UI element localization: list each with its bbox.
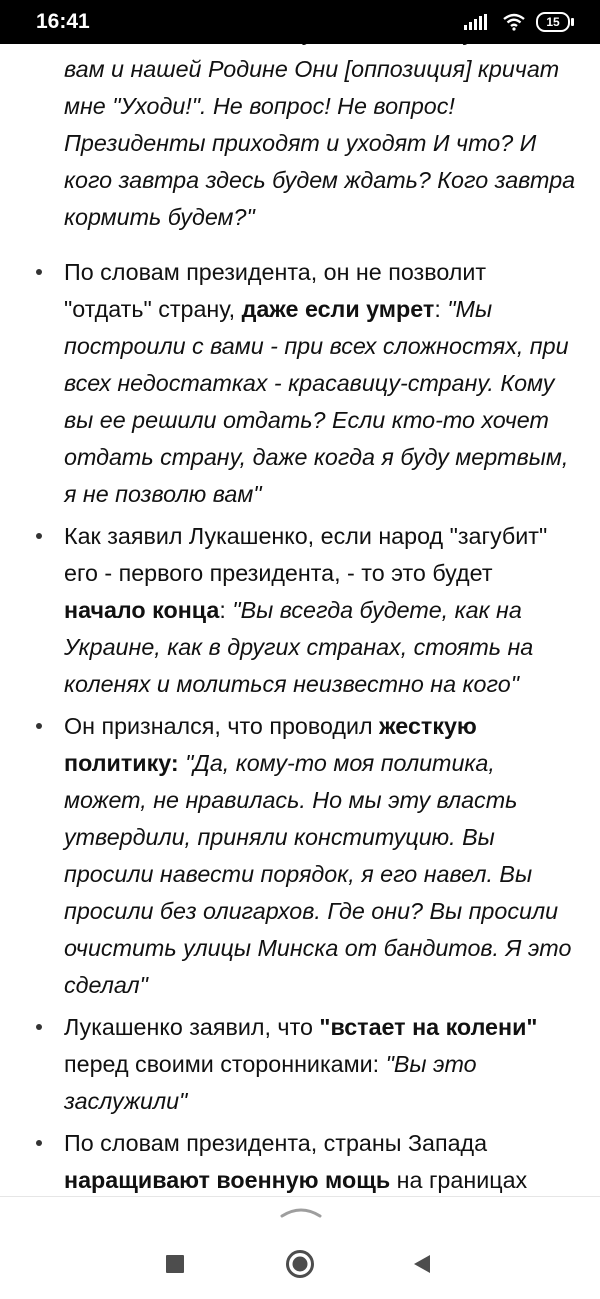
bullet-list: [0, 254, 600, 1241]
item-text: на границах: [396, 1167, 528, 1193]
intro-quote: вам и нашей Родине Они [оппозиция] кричат мне "Уходи!". Не вопрос! Не вопрос! Президенты приходят и уходят И что? И кого завтра здесь будем ждать? Кого завтра кормить будем?": [64, 56, 576, 230]
item-text: Он признался, что проводил: [64, 713, 380, 739]
chevron-up-icon[interactable]: [280, 1206, 322, 1218]
item-bold: начало конца: [64, 597, 220, 623]
item-text: перед своими сторонниками:: [64, 1051, 386, 1077]
status-bar: [0, 0, 600, 44]
battery-level: 15: [546, 15, 560, 29]
item-text: По словам президента, страны Запада: [64, 1130, 488, 1156]
back-button[interactable]: [402, 1244, 442, 1284]
item-bold: жесткую политику:: [64, 713, 477, 776]
bullet-icon: [36, 269, 42, 275]
article-content[interactable]: [0, 44, 600, 1196]
item-quote: "Мы построили с вами - при всех сложностях, при всех недостатках - красавицу-страну. Кому вы ее решили отдать? Если кто-то хочет отдать страну, даже когда я буду мертвым, я не позволю вам": [64, 296, 569, 507]
home-circle-icon: [285, 1249, 315, 1279]
bullet-icon: [36, 723, 42, 729]
list-item: [0, 708, 600, 1004]
item-bold: "встает на колени": [319, 1014, 538, 1040]
recents-button[interactable]: [155, 1244, 195, 1284]
wifi-icon: [502, 13, 526, 31]
bullet-icon: [36, 533, 42, 539]
home-button[interactable]: [280, 1244, 320, 1284]
item-text: :: [219, 597, 233, 623]
item-text: Как заявил Лукашенко, если народ "загубит" его - первого президента, - то это будет: [64, 523, 548, 586]
list-item: [0, 518, 600, 703]
item-text: По словам президента, он не позволит "отдать" страну,: [64, 259, 487, 322]
item-bold: даже если умрет: [241, 296, 435, 322]
list-item: [0, 254, 600, 513]
list-item: [0, 1009, 600, 1120]
battery-icon: [536, 12, 570, 32]
signal-icon: [464, 14, 492, 30]
bullet-icon: [36, 1024, 42, 1030]
status-icons: [464, 11, 570, 33]
item-text: Лукашенко заявил, что: [64, 1014, 320, 1040]
item-quote: "Вы это заслужили": [64, 1051, 477, 1114]
status-time: 16:41: [36, 10, 90, 33]
item-quote: "Вы всегда будете, как на Украине, как в других странах, стоять на коленях и молиться неизвестно на кого": [64, 597, 534, 697]
bullet-icon: [36, 1140, 42, 1146]
navigation-bar: [0, 1226, 600, 1299]
item-quote: "Да, кому-то моя политика, может, не нравилась. Но мы эту власть утвердили, приняли конституцию. Вы просили навести порядок, я его навел. Вы просили без олигархов. Где они? Вы просили очистить улицы Минска от бандитов. Я это сделал": [64, 750, 572, 998]
back-triangle-icon: [411, 1253, 433, 1275]
item-bold: наращивают военную мощь: [64, 1167, 391, 1193]
recents-square-icon: [165, 1254, 185, 1274]
item-text: :: [434, 296, 448, 322]
gesture-handle-bar[interactable]: [0, 1196, 600, 1227]
